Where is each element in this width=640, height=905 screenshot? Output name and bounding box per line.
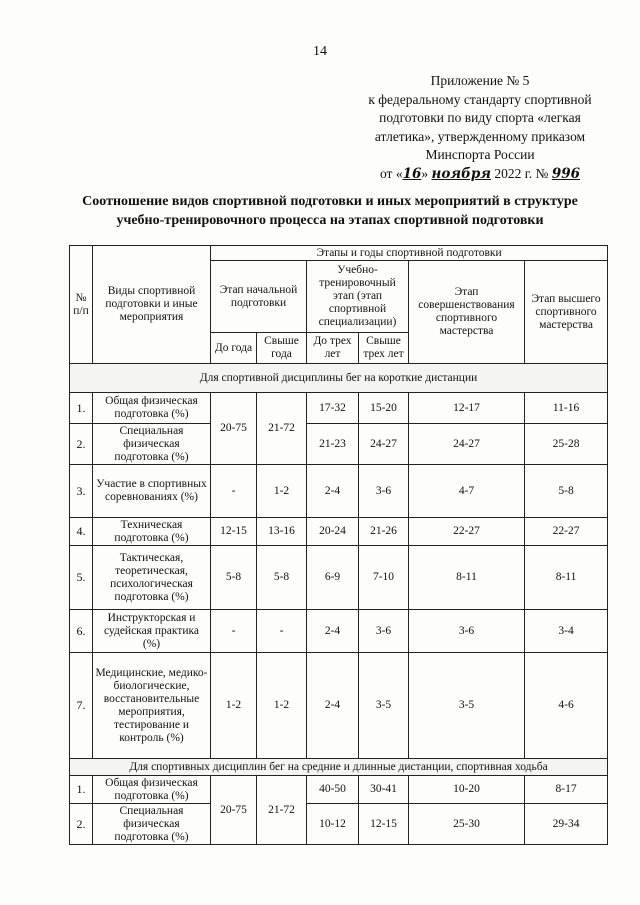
row-label: Инструкторская и судейская практика (%)	[93, 610, 211, 653]
cell-value: 24-27	[359, 424, 409, 465]
cell-value: 4-6	[525, 653, 608, 759]
row-label: Специальная физическая подготовка (%)	[93, 804, 211, 845]
col-header-training: Учебно-тренировочный этап (этап спортивной специализации)	[307, 261, 409, 333]
cell-value: 21-72	[257, 393, 307, 465]
row-number: 3.	[70, 465, 93, 518]
cell-value: 8-17	[525, 776, 608, 804]
title-line: учебно-тренировочного процесса на этапах спортивной подготовки	[116, 213, 544, 228]
cell-value: 7-10	[359, 546, 409, 610]
cell-value: 1-2	[257, 465, 307, 518]
row-number: 5.	[70, 546, 93, 610]
cell-value: 20-75	[211, 393, 257, 465]
year-part: 2022 г. №	[494, 165, 549, 181]
col-header-types: Виды спортивной подготовки и иные мероприятия	[93, 246, 211, 364]
cell-value: 8-11	[525, 546, 608, 610]
appendix-header	[340, 72, 620, 183]
cell-value: 10-20	[409, 776, 525, 804]
cell-value: 3-5	[359, 653, 409, 759]
cell-value: 10-12	[307, 804, 359, 845]
table-row	[70, 518, 608, 546]
cell-value: 2-4	[307, 465, 359, 518]
cell-value: 17-32	[307, 393, 359, 424]
row-number: 4.	[70, 518, 93, 546]
table-row	[70, 424, 608, 465]
page-number: 14	[313, 44, 327, 59]
cell-value: 11-16	[525, 393, 608, 424]
row-number: 2.	[70, 804, 93, 845]
appendix-line: атлетика», утвержденному приказом	[374, 128, 586, 144]
cell-value: 30-41	[359, 776, 409, 804]
col-header-up-to-year: До года	[211, 333, 257, 364]
col-header-initial: Этап начальной подготовки	[211, 261, 307, 333]
table-row	[70, 393, 608, 424]
cell-value: -	[257, 610, 307, 653]
section-row	[70, 759, 608, 776]
row-label: Общая физическая подготовка (%)	[93, 393, 211, 424]
title-line: Соотношение видов спортивной подготовки и иных мероприятий в структуре	[82, 194, 578, 209]
cell-value: 22-27	[409, 518, 525, 546]
cell-value: 8-11	[409, 546, 525, 610]
cell-value: 12-15	[211, 518, 257, 546]
cell-value: 4-7	[409, 465, 525, 518]
table-row	[70, 776, 608, 804]
appendix-line: к федеральному стандарту спортивной	[368, 91, 592, 107]
cell-value: -	[211, 465, 257, 518]
cell-value: -	[211, 610, 257, 653]
cell-value: 3-6	[359, 610, 409, 653]
section-title: Для спортивной дисциплины бег на короткие дистанции	[70, 364, 608, 393]
cell-value: 3-6	[409, 610, 525, 653]
table-row	[70, 653, 608, 759]
row-label: Участие в спортивных соревнованиях (%)	[93, 465, 211, 518]
cell-value: 1-2	[257, 653, 307, 759]
col-header-up-to-three: До трех лет	[307, 333, 359, 364]
cell-value: 20-75	[211, 776, 257, 845]
cell-value: 20-24	[307, 518, 359, 546]
handwritten-month: ноября	[431, 165, 492, 182]
table-row	[70, 804, 608, 845]
appendix-line: Минспорта России	[425, 147, 535, 162]
row-label: Общая физическая подготовка (%)	[93, 776, 211, 804]
cell-value: 25-30	[409, 804, 525, 845]
cell-value: 3-4	[525, 610, 608, 653]
cell-value: 40-50	[307, 776, 359, 804]
cell-value: 12-15	[359, 804, 409, 845]
cell-value: 3-6	[359, 465, 409, 518]
handwritten-day: 16	[402, 165, 422, 182]
col-header-num: № п/п	[70, 246, 93, 364]
col-header-over-three: Свыше трех лет	[359, 333, 409, 364]
cell-value: 21-26	[359, 518, 409, 546]
row-label: Специальная физическая подготовка (%)	[93, 424, 211, 465]
date-sep: »	[421, 165, 429, 181]
cell-value: 6-9	[307, 546, 359, 610]
cell-value: 5-8	[525, 465, 608, 518]
col-header-highest: Этап высшего спортивного мастерства	[525, 261, 608, 364]
appendix-line: подготовки по виду спорта «легкая	[379, 110, 581, 125]
col-header-improvement: Этап совершенствования спортивного мастерства	[409, 261, 525, 364]
row-number: 2.	[70, 424, 93, 465]
header-row	[70, 246, 608, 261]
cell-value: 12-17	[409, 393, 525, 424]
document-title	[40, 192, 620, 230]
cell-value: 24-27	[409, 424, 525, 465]
cell-value: 25-28	[525, 424, 608, 465]
cell-value: 5-8	[211, 546, 257, 610]
col-header-stages: Этапы и годы спортивной подготовки	[211, 246, 608, 261]
row-number: 6.	[70, 610, 93, 653]
row-label: Тактическая, теоретическая, психологическая подготовка (%)	[93, 546, 211, 610]
row-number: 1.	[70, 393, 93, 424]
cell-value: 15-20	[359, 393, 409, 424]
order-date-line	[340, 165, 620, 184]
table-row	[70, 465, 608, 518]
table-row	[70, 610, 608, 653]
cell-value: 29-34	[525, 804, 608, 845]
row-label: Техническая подготовка (%)	[93, 518, 211, 546]
cell-value: 2-4	[307, 653, 359, 759]
row-number: 1.	[70, 776, 93, 804]
col-header-over-year: Свыше года	[257, 333, 307, 364]
appendix-line: Приложение № 5	[430, 73, 530, 88]
date-prefix: от «	[379, 165, 403, 181]
row-label: Медицинские, медико-биологические, восстановительные мероприятия, тестирование и контроль (%)	[93, 653, 211, 759]
table-row	[70, 546, 608, 610]
cell-value: 3-5	[409, 653, 525, 759]
cell-value: 5-8	[257, 546, 307, 610]
training-ratio-table	[69, 245, 608, 845]
cell-value: 13-16	[257, 518, 307, 546]
cell-value: 2-4	[307, 610, 359, 653]
cell-value: 21-23	[307, 424, 359, 465]
cell-value: 21-72	[257, 776, 307, 845]
row-number: 7.	[70, 653, 93, 759]
cell-value: 1-2	[211, 653, 257, 759]
section-row	[70, 364, 608, 393]
section-title: Для спортивных дисциплин бег на средние и длинные дистанции, спортивная ходьба	[70, 759, 608, 776]
cell-value: 22-27	[525, 518, 608, 546]
handwritten-order-number: 996	[551, 165, 581, 182]
